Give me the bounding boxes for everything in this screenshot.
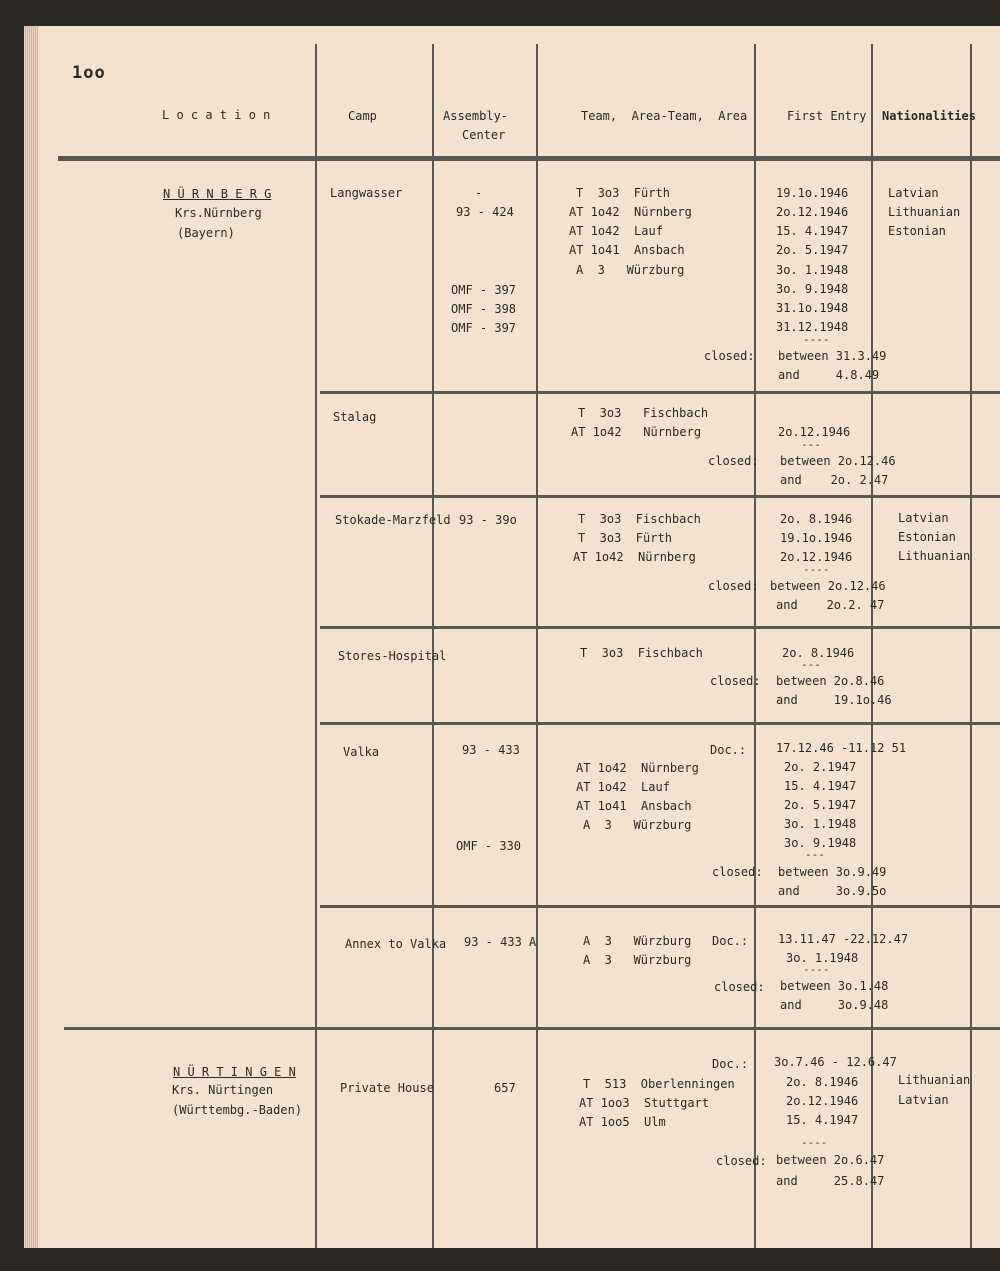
camp-name: Private House — [340, 1081, 434, 1095]
team-entry: AT 1oo3 Stuttgart — [579, 1096, 710, 1110]
dash-mark: ---- — [803, 333, 830, 346]
entry-date: 2o.12.1946 — [786, 1094, 859, 1108]
header-team: Team, Area-Team, Area — [581, 109, 748, 123]
dash-mark: --- — [805, 848, 825, 861]
camp-name: Stokade-Marzfeld — [335, 513, 451, 527]
doc-label: Doc.: — [712, 1057, 749, 1071]
col-line-1 — [315, 44, 317, 1248]
nationality: Latvian — [888, 186, 939, 200]
closed-label: closed: — [714, 980, 765, 994]
assembly-value: 93 - 433 — [462, 743, 520, 757]
closed-and: and 2o.2. 47 — [776, 598, 885, 612]
entry-date: 31.12.1948 — [776, 320, 849, 334]
row-rule — [320, 905, 1000, 908]
entry-date: 3o. 1.1948 — [786, 951, 859, 965]
entry-date: 3o. 9.1948 — [776, 282, 849, 296]
row-rule — [320, 495, 1000, 498]
closed-between: between 3o.1.48 — [780, 979, 889, 993]
team-entry: A 3 Würzburg — [583, 818, 692, 832]
row-rule — [320, 626, 1000, 629]
location-name: N Ü R T I N G E N — [173, 1065, 296, 1079]
dash-mark: ---- — [801, 1136, 828, 1149]
team-entry: A 3 Würzburg — [576, 263, 685, 277]
team-entry: AT 1o42 Lauf — [576, 780, 670, 794]
entry-date: 2o. 8.1946 — [780, 512, 853, 526]
col-line-3 — [536, 44, 538, 1248]
closed-and: and 4.8.49 — [778, 368, 880, 382]
nationality: Lithuanian — [898, 549, 971, 563]
closed-label: closed: — [708, 454, 759, 468]
camp-name: Stores-Hospital — [338, 649, 447, 663]
assembly-value: OMF - 397 — [451, 283, 517, 297]
page-number: 1oo — [72, 63, 106, 83]
entry-date: 3o. 1.1948 — [784, 817, 857, 831]
location-district: Krs.Nürnberg — [175, 206, 262, 220]
doc-label: Doc.: — [712, 934, 749, 948]
doc-range: 3o.7.46 - 12.6.47 — [774, 1055, 897, 1069]
closed-and: and 25.8.47 — [776, 1174, 885, 1188]
camp-name: Annex to Valka — [345, 937, 447, 951]
entry-date: 2o.12.1946 — [780, 550, 853, 564]
camp-name: Stalag — [333, 410, 377, 424]
team-entry: T 3o3 Fischbach — [578, 512, 701, 526]
team-entry: AT 1o42 Nürnberg — [576, 761, 699, 775]
team-entry: T 3o3 Fürth — [576, 186, 670, 200]
closed-label: closed: — [712, 865, 763, 879]
dash-mark: ---- — [803, 963, 830, 976]
location-district: Krs. Nürtingen — [172, 1083, 274, 1097]
location-name: N Ü R N B E R G — [163, 187, 272, 201]
assembly-value: OMF - 330 — [456, 839, 522, 853]
entry-date: 2o. 8.1946 — [786, 1075, 859, 1089]
entry-date: 2o. 2.1947 — [784, 760, 857, 774]
entry-date: 2o.12.1946 — [778, 425, 851, 439]
location-state: (Bayern) — [177, 226, 235, 240]
entry-date: 15. 4.1947 — [786, 1113, 859, 1127]
entry-date: 19.1o.1946 — [776, 186, 849, 200]
closed-between: between 2o.12.46 — [780, 454, 896, 468]
col-line-4 — [754, 44, 756, 1248]
row-rule — [320, 722, 1000, 725]
closed-and: and 3o.9.5o — [778, 884, 887, 898]
header-camp: Camp — [348, 109, 377, 123]
closed-between: between 2o.8.46 — [776, 674, 885, 688]
nationality: Estonian — [898, 530, 956, 544]
team-entry: T 3o3 Fischbach — [578, 406, 709, 420]
team-entry: AT 1o42 Lauf — [569, 224, 663, 238]
location-state: (Württembg.-Baden) — [172, 1103, 303, 1117]
header-rule — [58, 156, 1000, 161]
nationality: Latvian — [898, 511, 949, 525]
team-entry: AT 1o41 Ansbach — [569, 243, 685, 257]
team-entry: AT 1o42 Nürnberg — [569, 205, 692, 219]
team-entry: T 513 Oberlenningen — [583, 1077, 735, 1091]
closed-label: closed: — [704, 349, 755, 363]
assembly-value: 93 - 39o — [459, 513, 517, 527]
team-entry: AT 1oo5 Ulm — [579, 1115, 666, 1129]
team-entry: AT 1o42 Nürnberg — [571, 425, 702, 439]
closed-between: between 31.3.49 — [778, 349, 887, 363]
doc-range: 17.12.46 -11.12 51 — [776, 741, 907, 755]
nationality: Latvian — [898, 1093, 949, 1107]
entry-date: 2o. 5.1947 — [784, 798, 857, 812]
header-assembly: Center — [462, 128, 506, 142]
team-entry: T 3o3 Fürth — [578, 531, 672, 545]
entry-date: 2o.12.1946 — [776, 205, 849, 219]
closed-and: and 3o.9.48 — [780, 998, 889, 1012]
entry-date: 15. 4.1947 — [776, 224, 849, 238]
closed-and: and 19.1o.46 — [776, 693, 892, 707]
closed-label: closed: — [710, 674, 761, 688]
assembly-value: 657 — [494, 1081, 516, 1095]
team-entry: AT 1o41 Ansbach — [576, 799, 692, 813]
page-edge — [24, 26, 38, 1248]
team-entry: AT 1o42 Nürnberg — [573, 550, 696, 564]
nationality: Estonian — [888, 224, 946, 238]
header-first-entry: First Entry — [787, 109, 867, 123]
entry-date: 31.1o.1948 — [776, 301, 849, 315]
closed-between: between 2o.6.47 — [776, 1153, 885, 1167]
closed-between: between 2o.12.46 — [770, 579, 886, 593]
dash-mark: ---- — [803, 563, 830, 576]
entry-date: 2o. 5.1947 — [776, 243, 849, 257]
team-entry: A 3 Würzburg — [583, 934, 692, 948]
dash-mark: --- — [801, 658, 821, 671]
assembly-value: 93 - 424 — [456, 205, 514, 219]
assembly-value: - — [475, 186, 483, 200]
doc-label: Doc.: — [710, 743, 747, 757]
nationality: Lithuanian — [888, 205, 961, 219]
dash-mark: --- — [801, 438, 821, 451]
header-assembly: Assembly- — [443, 109, 509, 123]
entry-date: 2o. 8.1946 — [782, 646, 855, 660]
team-entry: T 3o3 Fischbach — [580, 646, 703, 660]
assembly-value: OMF - 397 — [451, 321, 517, 335]
closed-and: and 2o. 2.47 — [780, 473, 889, 487]
team-entry: A 3 Würzburg — [583, 953, 692, 967]
entry-date: 3o. 9.1948 — [784, 836, 857, 850]
doc-range: 13.11.47 -22.12.47 — [778, 932, 909, 946]
closed-between: between 3o.9.49 — [778, 865, 887, 879]
row-rule — [64, 1027, 1000, 1030]
closed-label: closed: — [716, 1154, 767, 1168]
nationality: Lithuanian — [898, 1073, 971, 1087]
camp-name: Langwasser — [330, 186, 403, 200]
closed-label: closed: — [708, 579, 759, 593]
entry-date: 3o. 1.1948 — [776, 263, 849, 277]
entry-date: 15. 4.1947 — [784, 779, 857, 793]
col-line-6 — [970, 44, 972, 1248]
row-rule — [320, 391, 1000, 394]
assembly-value: OMF - 398 — [451, 302, 517, 316]
camp-name: Valka — [343, 745, 380, 759]
header-location: L o c a t i o n — [162, 108, 271, 122]
assembly-value: 93 - 433 A — [464, 935, 537, 949]
header-nationalities: Nationalities — [882, 109, 976, 123]
entry-date: 19.1o.1946 — [780, 531, 853, 545]
col-line-2 — [432, 44, 434, 1248]
